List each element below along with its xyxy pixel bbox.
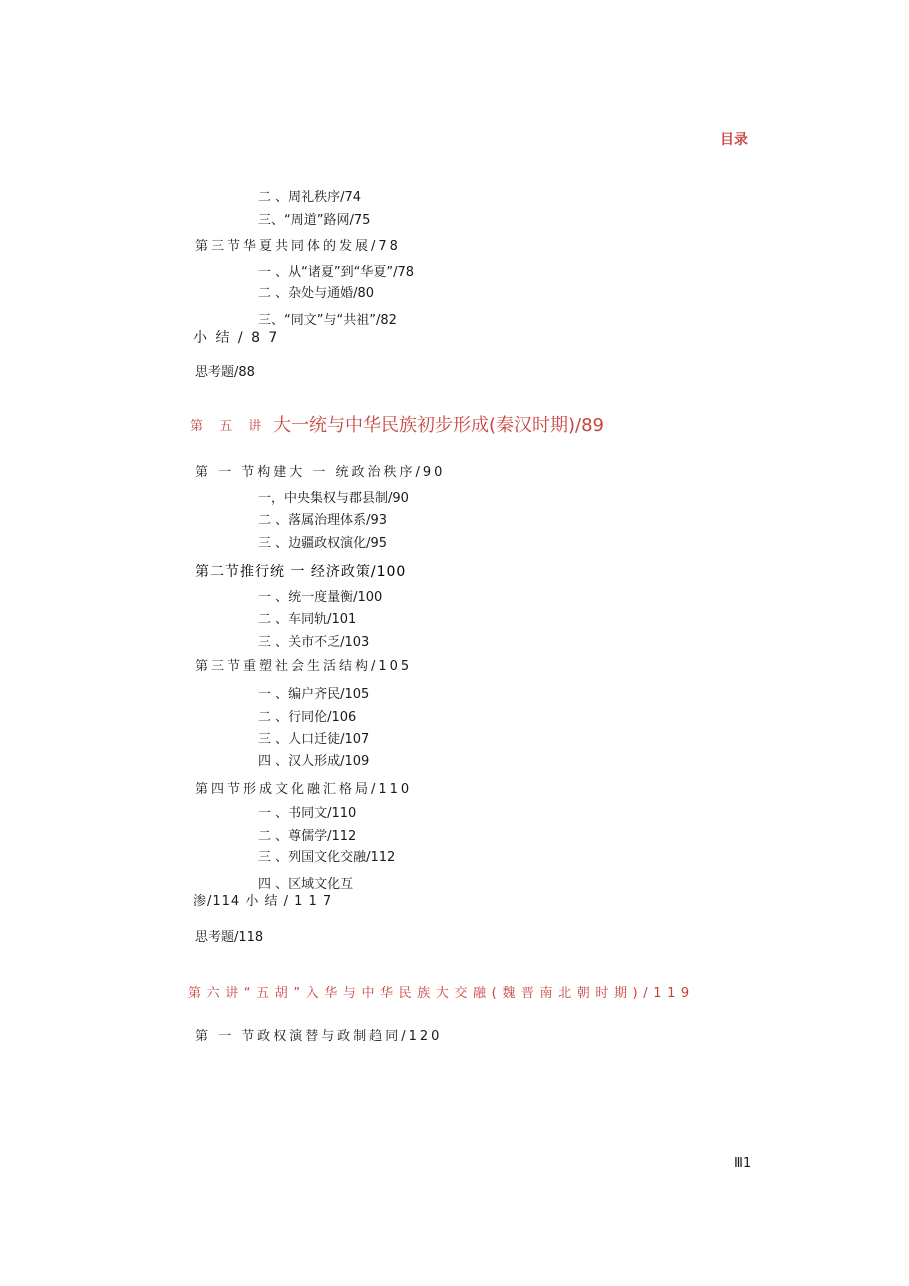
toc-item[interactable]: 二 、周礼秩序/74 bbox=[258, 190, 362, 205]
toc-item[interactable]: 三 、列国文化交融/112 bbox=[258, 850, 396, 865]
toc-section[interactable]: 第 一 节政权演替与政制趋同/120 bbox=[195, 1029, 443, 1044]
toc-item[interactable]: 一 、从“诸夏”到“华夏”/78 bbox=[258, 265, 414, 280]
toc-item[interactable]: 二 、尊儒学/112 bbox=[258, 829, 357, 844]
toc-questions[interactable]: 思考题/88 bbox=[195, 365, 255, 380]
page-number: Ⅲ1 bbox=[734, 1156, 752, 1171]
toc-item[interactable]: 一 、编户齐民/105 bbox=[258, 687, 370, 702]
toc-item[interactable]: 四 、汉人形成/109 bbox=[258, 754, 370, 769]
toc-item[interactable]: 三 、边疆政权演化/95 bbox=[258, 536, 388, 551]
toc-item[interactable]: 三、“同文”与“共祖”/82 bbox=[258, 313, 397, 328]
chapter-label: 第 五 讲 bbox=[190, 419, 268, 434]
toc-item[interactable]: 二 、杂处与通婚/80 bbox=[258, 286, 375, 301]
toc-item[interactable]: 一 、统一度量衡/100 bbox=[258, 590, 383, 605]
toc-item[interactable]: 三、“周道”路网/75 bbox=[258, 213, 371, 228]
toc-section[interactable]: 第三节华夏共同体的发展/78 bbox=[195, 239, 401, 254]
toc-questions[interactable]: 思考题/118 bbox=[195, 930, 264, 945]
toc-item[interactable]: 一，中央集权与郡县制/90 bbox=[258, 491, 409, 506]
toc-item[interactable]: 二 、落属治理体系/93 bbox=[258, 513, 388, 528]
toc-item[interactable]: 二 、行同伦/106 bbox=[258, 710, 357, 725]
toc-item[interactable]: 四 、区域文化互 bbox=[258, 877, 354, 892]
toc-item-continued-summary[interactable]: 渗/114 小 结 / 1 1 7 bbox=[193, 894, 333, 909]
page-header-title: 目录 bbox=[720, 132, 748, 148]
toc-item[interactable]: 二 、车同轨/101 bbox=[258, 612, 357, 627]
chapter-title[interactable]: 大一统与中华民族初步形成(秦汉时期)/89 bbox=[273, 415, 605, 436]
toc-section[interactable]: 第四节形成文化融汇格局/110 bbox=[195, 782, 413, 797]
toc-item[interactable]: 三 、人口迁徒/107 bbox=[258, 732, 370, 747]
toc-item[interactable]: 三 、关市不乏/103 bbox=[258, 635, 370, 650]
toc-summary[interactable]: 小 结 / 8 7 bbox=[193, 330, 280, 346]
toc-section[interactable]: 第 一 节构建大 一 统政治秩序/90 bbox=[195, 465, 446, 480]
toc-section[interactable]: 第二节推行统 一 经济政策/100 bbox=[195, 564, 407, 580]
toc-section[interactable]: 第三节重塑社会生活结构/105 bbox=[195, 659, 413, 674]
chapter-title[interactable]: 第六讲“五胡”入华与中华民族大交融(魏晋南北朝时期)/119 bbox=[188, 986, 695, 1001]
toc-item[interactable]: 一 、书同文/110 bbox=[258, 806, 357, 821]
